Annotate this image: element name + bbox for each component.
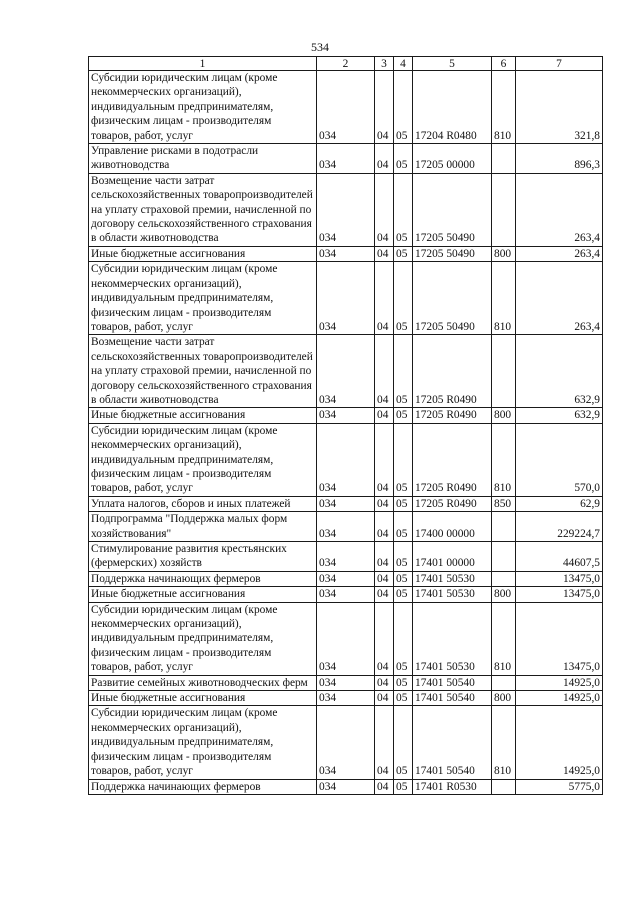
table-row xyxy=(89,587,603,602)
section-code: 04 xyxy=(375,71,394,144)
target-article-code: 17205 R0490 xyxy=(413,335,492,408)
amount: 896,3 xyxy=(516,144,603,174)
section-code: 04 xyxy=(375,706,394,779)
amount: 632,9 xyxy=(516,408,603,423)
row-name: Подпрограмма "Поддержка малых форм хозяйствования" xyxy=(89,512,317,542)
expense-type-code: 810 xyxy=(492,706,516,779)
column-header: 5 xyxy=(413,57,492,71)
amount: 14925,0 xyxy=(516,675,603,690)
amount: 13475,0 xyxy=(516,602,603,675)
section-code: 04 xyxy=(375,144,394,174)
row-name: Субсидии юридическим лицам (кроме некоммерческих организаций), индивидуальным предпринимателям, физическим лицам - производителям товаров, работ, услуг xyxy=(89,706,317,779)
section-code: 04 xyxy=(375,496,394,511)
subsection-code: 05 xyxy=(394,512,413,542)
section-code: 04 xyxy=(375,408,394,423)
amount: 13475,0 xyxy=(516,587,603,602)
row-name: Субсидии юридическим лицам (кроме некоммерческих организаций), индивидуальным предпринимателям, физическим лицам - производителям товаров, работ, услуг xyxy=(89,423,317,496)
section-code: 04 xyxy=(375,675,394,690)
ministry-code: 034 xyxy=(317,408,375,423)
target-article-code: 17205 50490 xyxy=(413,262,492,335)
subsection-code: 05 xyxy=(394,587,413,602)
section-code: 04 xyxy=(375,587,394,602)
row-name: Иные бюджетные ассигнования xyxy=(89,246,317,261)
table-body xyxy=(89,71,603,795)
target-article-code: 17205 00000 xyxy=(413,144,492,174)
subsection-code: 05 xyxy=(394,542,413,572)
ministry-code: 034 xyxy=(317,423,375,496)
ministry-code: 034 xyxy=(317,542,375,572)
target-article-code: 17401 50540 xyxy=(413,691,492,706)
ministry-code: 034 xyxy=(317,246,375,261)
page-number: 534 xyxy=(311,40,329,54)
ministry-code: 034 xyxy=(317,779,375,794)
table-row xyxy=(89,602,603,675)
table-row xyxy=(89,571,603,586)
row-name: Поддержка начинающих фермеров xyxy=(89,779,317,794)
target-article-code: 17401 00000 xyxy=(413,542,492,572)
target-article-code: 17400 00000 xyxy=(413,512,492,542)
column-header: 6 xyxy=(492,57,516,71)
amount: 321,8 xyxy=(516,71,603,144)
column-header: 7 xyxy=(516,57,603,71)
ministry-code: 034 xyxy=(317,496,375,511)
column-header: 4 xyxy=(394,57,413,71)
expense-type-code: 810 xyxy=(492,262,516,335)
expense-type-code: 850 xyxy=(492,496,516,511)
amount: 263,4 xyxy=(516,246,603,261)
section-code: 04 xyxy=(375,423,394,496)
table-row xyxy=(89,675,603,690)
expense-type-code: 810 xyxy=(492,423,516,496)
target-article-code: 17205 50490 xyxy=(413,246,492,261)
table-row xyxy=(89,262,603,335)
ministry-code: 034 xyxy=(317,144,375,174)
ministry-code: 034 xyxy=(317,571,375,586)
ministry-code: 034 xyxy=(317,335,375,408)
expense-type-code xyxy=(492,512,516,542)
subsection-code: 05 xyxy=(394,423,413,496)
section-code: 04 xyxy=(375,602,394,675)
amount: 62,9 xyxy=(516,496,603,511)
subsection-code: 05 xyxy=(394,335,413,408)
amount: 632,9 xyxy=(516,335,603,408)
target-article-code: 17401 50530 xyxy=(413,602,492,675)
amount: 13475,0 xyxy=(516,571,603,586)
target-article-code: 17204 R0480 xyxy=(413,71,492,144)
subsection-code: 05 xyxy=(394,675,413,690)
column-header: 2 xyxy=(317,57,375,71)
subsection-code: 05 xyxy=(394,246,413,261)
ministry-code: 034 xyxy=(317,512,375,542)
subsection-code: 05 xyxy=(394,144,413,174)
ministry-code: 034 xyxy=(317,706,375,779)
section-code: 04 xyxy=(375,542,394,572)
expense-type-code: 800 xyxy=(492,587,516,602)
target-article-code: 17205 50490 xyxy=(413,173,492,246)
subsection-code: 05 xyxy=(394,602,413,675)
section-code: 04 xyxy=(375,779,394,794)
section-code: 04 xyxy=(375,571,394,586)
row-name: Субсидии юридическим лицам (кроме некоммерческих организаций), индивидуальным предпринимателям, физическим лицам - производителям товаров, работ, услуг xyxy=(89,602,317,675)
expense-type-code xyxy=(492,335,516,408)
section-code: 04 xyxy=(375,246,394,261)
row-name: Уплата налогов, сборов и иных платежей xyxy=(89,496,317,511)
target-article-code: 17401 50540 xyxy=(413,706,492,779)
expense-type-code xyxy=(492,571,516,586)
ministry-code: 034 xyxy=(317,691,375,706)
ministry-code: 034 xyxy=(317,587,375,602)
table-row xyxy=(89,542,603,572)
amount: 570,0 xyxy=(516,423,603,496)
expense-type-code: 810 xyxy=(492,71,516,144)
section-code: 04 xyxy=(375,691,394,706)
target-article-code: 17401 50540 xyxy=(413,675,492,690)
column-header: 3 xyxy=(375,57,394,71)
target-article-code: 17205 R0490 xyxy=(413,408,492,423)
subsection-code: 05 xyxy=(394,262,413,335)
subsection-code: 05 xyxy=(394,779,413,794)
row-name: Поддержка начинающих фермеров xyxy=(89,571,317,586)
expense-type-code xyxy=(492,779,516,794)
row-name: Возмещение части затрат сельскохозяйственных товаропроизводителей на уплату страховой премии, начисленной по договору сельскохозяйственного страхования в области животноводства xyxy=(89,335,317,408)
row-name: Иные бюджетные ассигнования xyxy=(89,691,317,706)
table-row xyxy=(89,335,603,408)
subsection-code: 05 xyxy=(394,706,413,779)
row-name: Стимулирование развития крестьянских (фермерских) хозяйств xyxy=(89,542,317,572)
table-row xyxy=(89,246,603,261)
expense-type-code: 800 xyxy=(492,246,516,261)
row-name: Возмещение части затрат сельскохозяйственных товаропроизводителей на уплату страховой премии, начисленной по договору сельскохозяйственного страхования в области животноводства xyxy=(89,173,317,246)
subsection-code: 05 xyxy=(394,408,413,423)
section-code: 04 xyxy=(375,262,394,335)
expense-type-code: 810 xyxy=(492,602,516,675)
section-code: 04 xyxy=(375,335,394,408)
row-name: Иные бюджетные ассигнования xyxy=(89,408,317,423)
table-row xyxy=(89,71,603,144)
table-row xyxy=(89,144,603,174)
ministry-code: 034 xyxy=(317,262,375,335)
amount: 229224,7 xyxy=(516,512,603,542)
subsection-code: 05 xyxy=(394,571,413,586)
section-code: 04 xyxy=(375,512,394,542)
subsection-code: 05 xyxy=(394,173,413,246)
column-header: 1 xyxy=(89,57,317,71)
subsection-code: 05 xyxy=(394,691,413,706)
ministry-code: 034 xyxy=(317,173,375,246)
amount: 44607,5 xyxy=(516,542,603,572)
subsection-code: 05 xyxy=(394,71,413,144)
row-name: Субсидии юридическим лицам (кроме некоммерческих организаций), индивидуальным предпринимателям, физическим лицам - производителям товаров, работ, услуг xyxy=(89,262,317,335)
expense-type-code: 800 xyxy=(492,691,516,706)
table-row xyxy=(89,173,603,246)
expense-type-code xyxy=(492,542,516,572)
amount: 263,4 xyxy=(516,173,603,246)
amount: 14925,0 xyxy=(516,706,603,779)
amount: 14925,0 xyxy=(516,691,603,706)
ministry-code: 034 xyxy=(317,675,375,690)
table-row xyxy=(89,423,603,496)
budget-table xyxy=(88,56,603,795)
ministry-code: 034 xyxy=(317,71,375,144)
row-name: Иные бюджетные ассигнования xyxy=(89,587,317,602)
amount: 263,4 xyxy=(516,262,603,335)
table-row xyxy=(89,496,603,511)
amount: 5775,0 xyxy=(516,779,603,794)
row-name: Управление рисками в подотрасли животноводства xyxy=(89,144,317,174)
subsection-code: 05 xyxy=(394,496,413,511)
target-article-code: 17401 R0530 xyxy=(413,779,492,794)
table-row xyxy=(89,408,603,423)
section-code: 04 xyxy=(375,173,394,246)
expense-type-code xyxy=(492,144,516,174)
table-row xyxy=(89,706,603,779)
target-article-code: 17205 R0490 xyxy=(413,496,492,511)
table-row xyxy=(89,691,603,706)
table-row xyxy=(89,512,603,542)
target-article-code: 17401 50530 xyxy=(413,587,492,602)
target-article-code: 17205 R0490 xyxy=(413,423,492,496)
row-name: Субсидии юридическим лицам (кроме некоммерческих организаций), индивидуальным предпринимателям, физическим лицам - производителям товаров, работ, услуг xyxy=(89,71,317,144)
expense-type-code xyxy=(492,173,516,246)
expense-type-code: 800 xyxy=(492,408,516,423)
row-name: Развитие семейных животноводческих ферм xyxy=(89,675,317,690)
target-article-code: 17401 50530 xyxy=(413,571,492,586)
table-row xyxy=(89,779,603,794)
header-row xyxy=(89,57,603,71)
expense-type-code xyxy=(492,675,516,690)
ministry-code: 034 xyxy=(317,602,375,675)
